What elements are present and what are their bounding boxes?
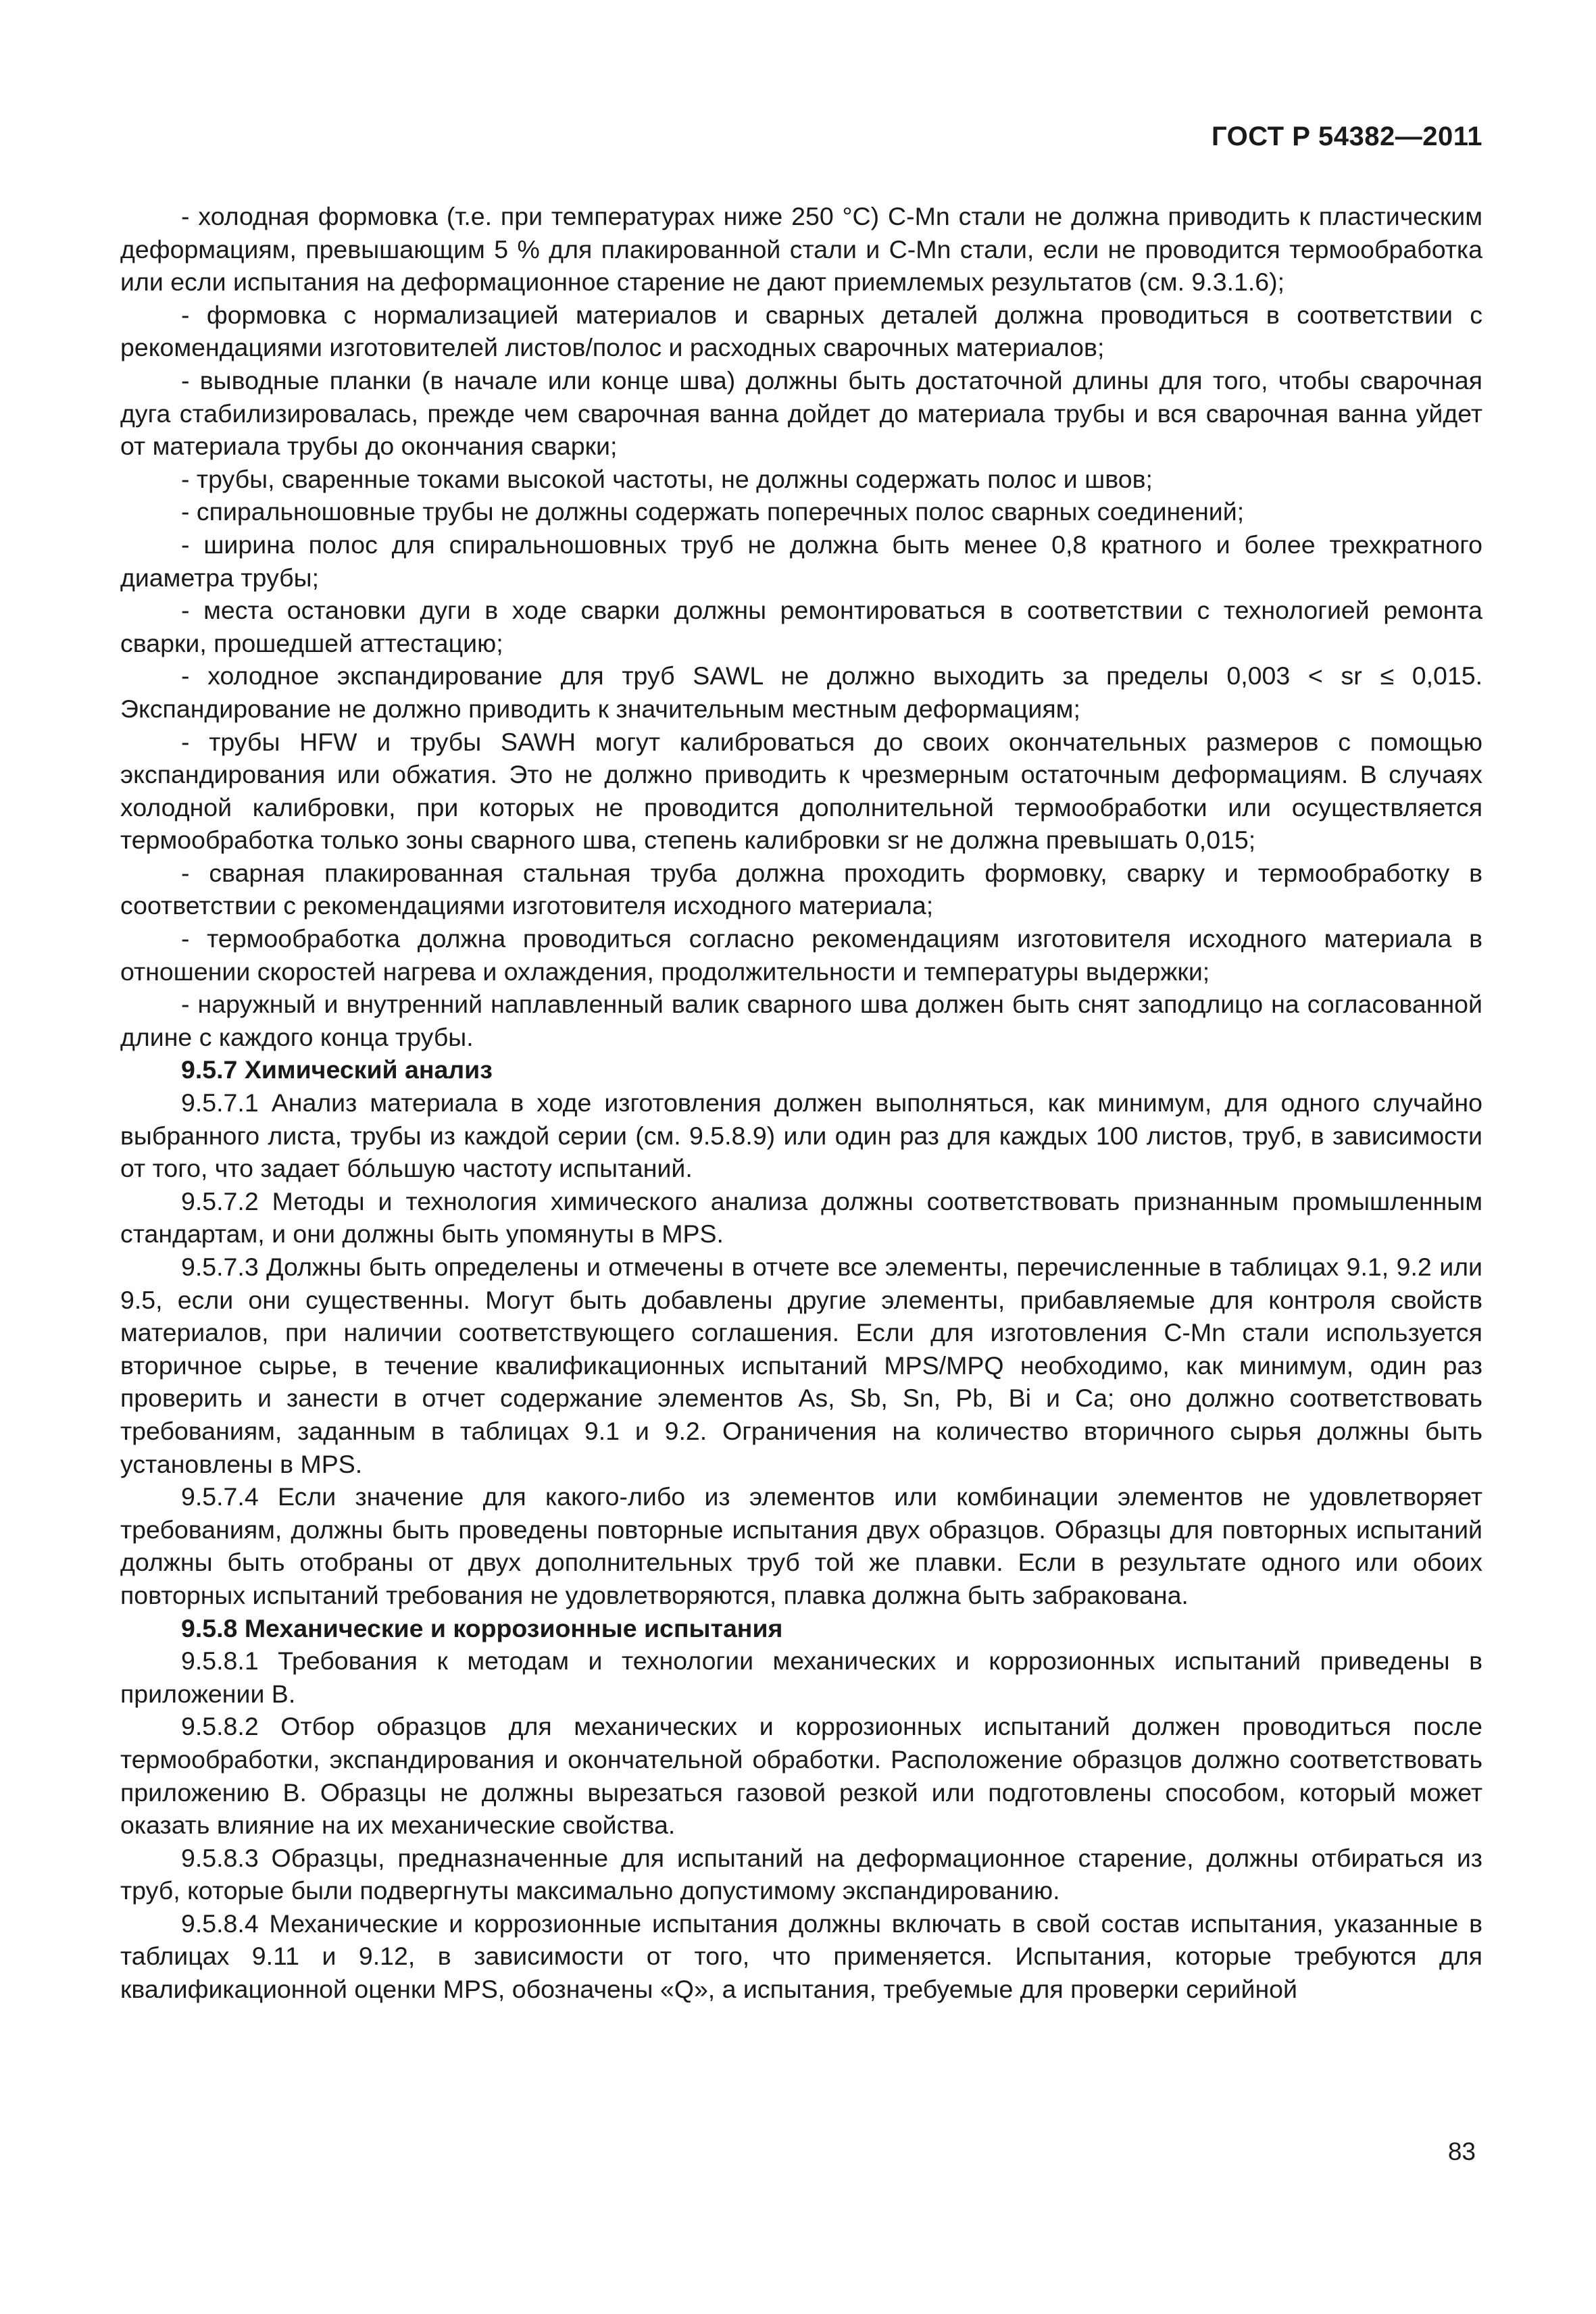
list-item: - сварная плакированная стальная труба должна проходить формовку, сварку и термообработку в соответствии с рекомендациями изготовителя исходного материала; — [120, 858, 1482, 920]
paragraph-9583: 9.5.8.3 Образцы, предназначенные для испытаний на деформационное старение, должны отбираться из труб, которые были подвергнуты максимально допустимому экспандированию. — [120, 1843, 1482, 1905]
section-heading-958: 9.5.8 Механические и коррозионные испытания — [181, 1613, 783, 1642]
page-number: 83 — [1447, 2138, 1476, 2165]
list-item: - ширина полос для спиральношовных труб не должна быть менее 0,8 кратного и более трехкратного диаметра трубы; — [120, 530, 1482, 592]
list-item: - холодная формовка (т.е. при температурах ниже 250 °С) C-Mn стали не должна приводить к пластическим деформациям, превышающим 5 % для плакированной стали и C-Mn стали, если не проводится термообработка или если испытания на деформационное старение не дают приемлемых результатов (см. 9.3.1.6); — [120, 202, 1482, 297]
paragraph-9571: 9.5.7.1 Анализ материала в ходе изготовления должен выполняться, как минимум, для одного случайно выбранного листа, трубы из каждой серии (см. 9.5.8.9) или один раз для каждых 100 листов, труб, в зависимости от того, что задает бóльшую частоту испытаний. — [120, 1088, 1482, 1183]
list-item: - трубы HFW и трубы SAWH могут калиброваться до своих окончательных размеров с помощью экспандирования или обжатия. Это не должно приводить к чрезмерным остаточным деформациям. В случаях холодной калибровки, при которых не проводится дополнительной термообработки или осуществляется термообработка только зоны сварного шва, степень калибровки sr не должна превышать 0,015; — [120, 727, 1482, 855]
list-item: - формовка с нормализацией материалов и сварных деталей должна проводиться в соответствии с рекомендациями изготовителей листов/полос и расходных сварочных материалов; — [120, 300, 1482, 362]
list-item: - наружный и внутренний наплавленный валик сварного шва должен быть снят заподлицо на согласованной длине с каждого конца трубы. — [120, 990, 1482, 1051]
list-item: - спиральношовные трубы не должны содержать поперечных полос сварных соединений; — [181, 497, 1245, 526]
paragraph-9582: 9.5.8.2 Отбор образцов для механических и коррозионных испытаний должен проводиться после термообработки, экспандирования и окончательной обработки. Расположение образцов должно соответствовать приложению В. Образцы не должны вырезаться газовой резкой или подготовлены способом, который может оказать влияние на их механические свойства. — [120, 1712, 1482, 1840]
section-heading-957: 9.5.7 Химический анализ — [181, 1055, 493, 1084]
standard-header: ГОСТ Р 54382—2011 — [1212, 122, 1482, 151]
list-item: - трубы, сваренные токами высокой частоты, не должны содержать полос и швов; — [181, 464, 1153, 493]
list-item: - места остановки дуги в ходе сварки должны ремонтироваться в соответствии с технологией ремонта сварки, прошедшей аттестацию; — [120, 596, 1482, 657]
paragraph-9572: 9.5.7.2 Методы и технология химического анализа должны соответствовать признанным промышленным стандартам, и они должны быть упомянуты в MPS. — [120, 1186, 1482, 1249]
paragraph-9574: 9.5.7.4 Если значение для какого-либо из элементов или комбинации элементов не удовлетворяет требованиям, должны быть проведены повторные испытания двух образцов. Образцы для повторных испытаний должны быть отобраны от двух дополнительных труб той же плавки. Если в результате одного или обоих повторных испытаний требования не удовлетворяются, плавка должна быть забракована. — [120, 1482, 1482, 1609]
paragraph-9573: 9.5.7.3 Должны быть определены и отмечены в отчете все элементы, перечисленные в таблицах 9.1, 9.2 или 9.5, если они существенны. Могут быть добавлены другие элементы, прибавляемые для контроля свойств материалов, при наличии соответствующего соглашения. Если для изготовления C-Mn стали используется вторичное сырье, в течение квалификационных испытаний MPS/MPQ необходимо, как минимум, один раз проверить и занести в отчет содержание элементов As, Sb, Sn, Pb, Bi и Ca; оно должно соответствовать требованиям, заданным в таблицах 9.1 и 9.2. Ограничения на количество вторичного сырья должны быть установлены в MPS. — [120, 1253, 1482, 1478]
list-item: - термообработка должна проводиться согласно рекомендациям изготовителя исходного материала в отношении скоростей нагрева и охлаждения, продолжительности и температуры выдержки; — [120, 924, 1482, 986]
list-item: - выводные планки (в начале или конце шва) должны быть достаточной длины для того, чтобы сварочная дуга стабилизировалась, прежде чем сварочная ванна дойдет до материала трубы и вся сварочная ванна уйдет от материала трубы до окончания сварки; — [120, 366, 1482, 461]
page-content — [120, 200, 1482, 2006]
paragraph-9581: 9.5.8.1 Требования к методам и технологии механических и коррозионных испытаний приведены в приложении В. — [120, 1646, 1482, 1708]
paragraph-9584: 9.5.8.4 Механические и коррозионные испытания должны включать в свой состав испытания, указанные в таблицах 9.11 и 9.12, в зависимости от того, что применяется. Испытания, которые требуются для квалификационной оценки MPS, обозначены «Q», а испытания, требуемые для проверки серийной — [120, 1909, 1482, 2004]
list-item: - холодное экспандирование для труб SAWL не должно выходить за пределы 0,003 < sr ≤ 0,015. Экспандирование не должно приводить к значительным местным деформациям; — [120, 661, 1482, 723]
